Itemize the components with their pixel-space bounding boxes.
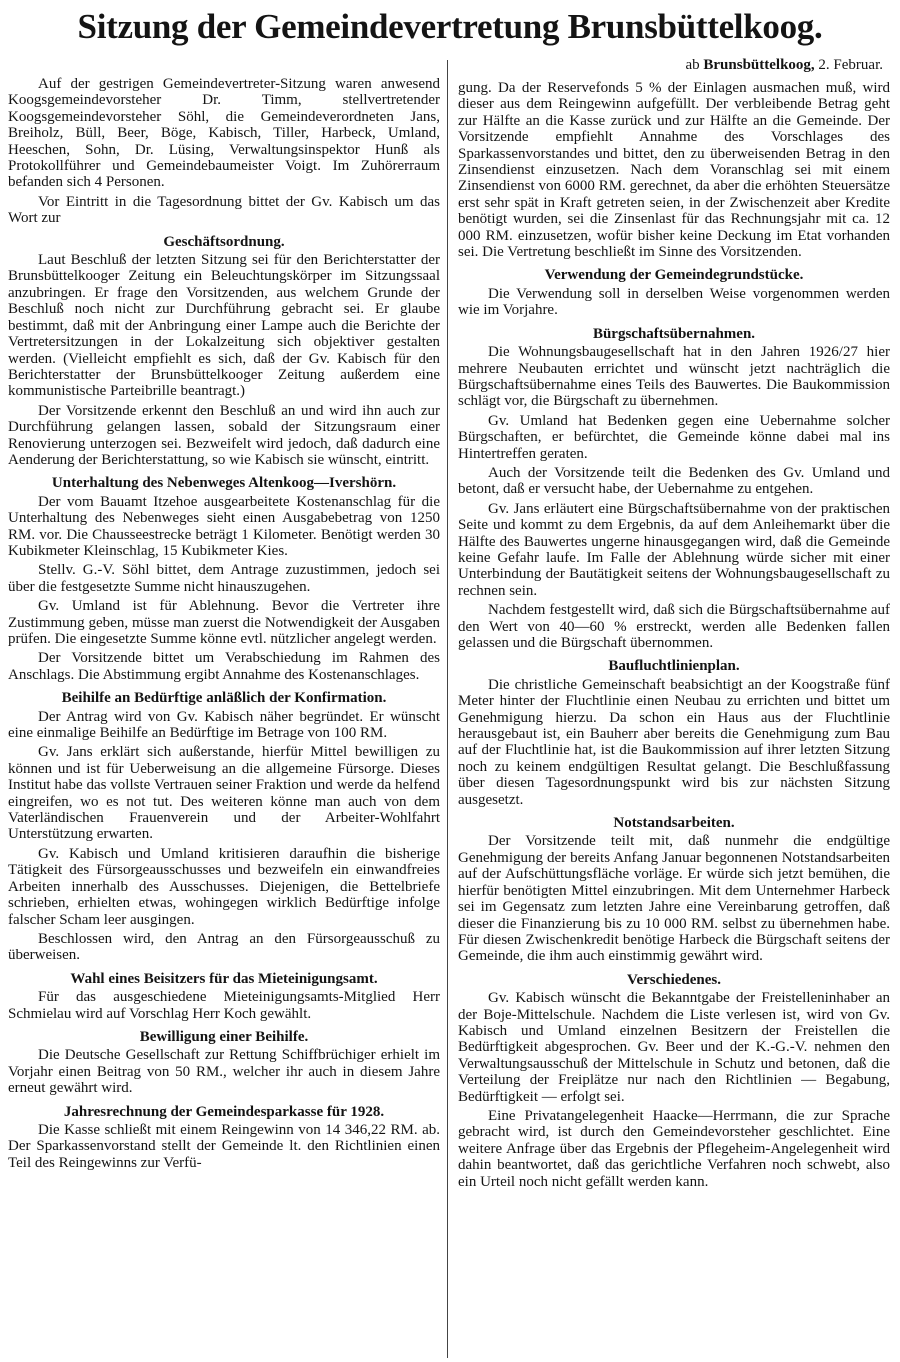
dateline-place: Brunsbüttelkoog, [703,57,815,73]
section-heading: Unterhaltung des Nebenweges Altenkoog—Ivershörn. [51,475,397,492]
paragraph: Beschlossen wird, den Antrag an den Fürsorgeausschuß zu überweisen. [8,930,440,964]
paragraph: Laut Beschluß der letzten Sitzung sei für den Berichterstatter der Brunsbüttelkooger Zeitung ein Beleuchtungskörper im Sitzungssaal anzubringen. Er frage den Vorsitzenden, aus welchem Grunde der Beschluß noch nicht zur Durchführung gebracht sei. Er glaube bestimmt, daß mit der Anbringung einer Lampe auch die Berichte der Vertretersitzungen in der Lokalzeitung sich objektiver gestalten werden. (Vielleicht empfiehlt es sich, daß der Gv. Kabisch für den Berichterstatter der Brunsbüttelkooger Zeitung außerdem eine kommunistische Parteibrille beantragt.) [8,252,440,400]
paragraph: Auf der gestrigen Gemeindevertreter-Sitzung waren anwesend Koogsgemeindevorsteher Dr. Timm, stellvertretender Koogsgemeindevorsteher Söhl, die Gemeindeverordneten Jans, Breiholz, Büll, Beer, Böge, Kabisch, Tiller, Harbeck, Umland, Heeschen, Sohn, Dr. Lüsing, Verwaltungsinspektor Hunß als Protokollführer und Gemeindebaumeister Voigt. Im Zuhörerraum befanden sich 4 Personen. [8,76,440,191]
paragraph: Die Kasse schließt mit einem Reingewinn von 14 346,22 RM. ab. Der Sparkassenvorstand stellt der Gemeinde lt. den Richtlinien einen Teil des Reingewinns zur Verfü- [8,1121,440,1171]
section-heading: Bewilligung einer Beihilfe. [139,1028,309,1045]
paragraph: Gv. Umland hat Bedenken gegen eine Uebernahme solcher Bürgschaften, er befürchtet, die Gemeinde könne dabei mal ins Hintertreffen geraten. [458,412,890,462]
paragraph: Die Verwendung soll in derselben Weise vorgenommen werden wie im Vorjahre. [458,285,890,319]
section-heading: Bürgschaftsübernahmen. [592,325,756,342]
paragraph: Der Vorsitzende teilt mit, daß nunmehr die endgültige Genehmigung der bereits Anfang Januar begonnenen Notstandsarbeiten auf der Aufschüttungsfläche vorläge. Er würde sich jetzt bemühen, die hierfür benötigten Mittel einzubringen. Mit dem Unternehmer Harbeck sei im Gegensatz zum letzten Jahre eine Vereinbarung getroffen, daß dieser die Finanzierung bis zu 10 000 RM. selbst zu übernehmen habe. Für diesen Zwischenkredit benötige Harbeck die Bürgschaft seitens der Gemeinde, die ihm auch einstimmig gewährt wird. [458,833,890,965]
section-heading: Beihilfe an Bedürftige anläßlich der Konfirmation. [61,690,387,707]
paragraph: Der Vorsitzende erkennt den Beschluß an und wird ihn auch zur Durchführung gelangen lassen, sobald der Sitzungsraum einer Renovierung unterzogen sei. Bezweifelt wird jedoch, daß dadurch eine Aenderung der Berichterstattung, so wie Kabisch sie wünscht, eintritt. [8,402,440,468]
paragraph: Gv. Umland ist für Ablehnung. Bevor die Vertreter ihre Zustimmung geben, müsse man zuerst die Notwendigkeit der Ausgaben prüfen. Die eingesetzte Summe könne evtl. nützlicher angelegt werden. [8,598,440,647]
paragraph: Der vom Bauamt Itzehoe ausgearbeitete Kostenanschlag für die Unterhaltung des Nebenweges sieht einen Ausgabebetrag von 1250 RM. vor. Die Chausseestrecke beträgt 1 Kilometer. Benötigt werden 30 Kubikmeter Kleinschlag, 15 Kubikmeter Kies. [8,493,440,559]
paragraph: Stellv. G.-V. Söhl bittet, dem Antrage zuzustimmen, jedoch sei über die festgesetzte Summe nicht hinauszugehen. [8,562,440,595]
section-heading: Geschäftsordnung. [163,233,285,250]
paragraph: Der Antrag wird von Gv. Kabisch näher begründet. Er wünscht eine einmalige Beihilfe an Bedürftige im Betrage von 100 RM. [8,708,440,742]
paragraph: Der Vorsitzende bittet um Verabschiedung im Rahmen des Anschlags. Die Abstimmung ergibt Annahme des Kostenanschlages. [8,650,440,683]
paragraph: Vor Eintritt in die Tagesordnung bittet der Gv. Kabisch um das Wort zur [8,193,440,227]
section-heading: Notstandsarbeiten. [613,815,735,832]
paragraph: Nachdem festgestellt wird, daß sich die Bürgschaftsübernahme auf den Wert von 40—60 % erstreckt, werden alle Bedenken fallen gelassen und die Bürgschaft übernommen. [458,602,890,651]
paragraph: gung. Da der Reservefonds 5 % der Einlagen ausmachen muß, wird dieser aus dem Reingewinn aufgefüllt. Der verbleibende Betrag geht zur Hälfte an die Kasse zurück und zur Hälfte an die Gemeinde. Der Vorsitzende empfiehlt Annahme des Vorschlages des Sparkassenvorstandes und bittet, den zu überweisenden Betrag in den Zinsendienst einzusetzen. Nach dem Voranschlag sei mit einem Zinsendienst von 6000 RM. gerechnet, da aber die erhöhten Steuersätze erst sehr spät in Kraft getreten seien, in der Zwischenzeit aber Kredite benötigt wurden, sei die Zinsenlast für das Rechnungsjahr mit ca. 12 000 RM. einzusetzen, wofür bisher keine Deckung im Etat vorhanden sei. Die Vertretung beschließt im Sinne des Vorsitzenden. [458,80,890,261]
paragraph: Gv. Jans erklärt sich außerstande, hierfür Mittel bewilligen zu können und ist für Ueberweisung an die allgemeine Fürsorge. Dieses Institut habe das vollste Vertrauen seiner Fraktion und werde da helfend eingreifen, wo es not tut. Des weiteren könne man auch von dem Vaterländischen Frauenverein und der Arbeiter-Wohlfahrt Unterstützung erwarten. [8,744,440,843]
left-column [8,76,440,1358]
section-heading: Jahresrechnung der Gemeindesparkasse für 1928. [63,1103,385,1120]
section-heading: Verwendung der Gemeindegrundstücke. [544,267,804,284]
section-heading: Verschiedenes. [626,971,722,988]
paragraph: Gv. Kabisch wünscht die Bekanntgabe der Freistelleninhaber an der Boje-Mittelschule. Nachdem die Liste verlesen ist, wird von Gv. Kabisch und Umland einzelnen Besitzern der Freistellen die Bedürftigkeit abgesprochen. Gv. Beer und der K.-G.-V. nehmen den Verwaltungsausschuß der Mittelschule in Schutz und betonen, daß die Verteilung der Freiplätze nur nach den Richtlinien — Begabung, Bedürftigkeit — erfolgt sei. [458,990,890,1105]
paragraph: Für das ausgeschiedene Mieteinigungsamts-Mitglied Herr Schmielau wird auf Vorschlag Herr Koch gewählt. [8,989,440,1022]
paragraph: Die Wohnungsbaugesellschaft hat in den Jahren 1926/27 hier mehrere Neubauten errichtet und wünscht jetzt nachträglich die Bürgschaftsübernahme eines Teils des Bauwertes. Die Baukommission schlägt vor, die Bürgschaft zu übernehmen. [458,344,890,410]
paragraph: Die christliche Gemeinschaft beabsichtigt an der Koogstraße fünf Meter hinter der Fluchtlinie einen Neubau zu errichten und bittet um Genehmigung hierzu. Da schon ein Haus aus der Fluchtlinie herausgebaut ist, ein Bauherr aber bereits die Genehmigung zum Bau auf der Fluchtlinie hat, ist die Baukommission auf ihrer letzten Sitzung noch zu keinem endgültigen Resultat gelangt. Die Beschlußfassung über diesen Tagesordnungspunkt wird bis zur nächsten Sitzung ausgesetzt. [458,676,890,808]
paragraph: Eine Privatangelegenheit Haacke—Herrmann, die zur Sprache gebracht wird, ist durch den Gemeindevorsteher geschlichtet. Eine weitere Anfrage über das Ergebnis der Pflegeheim-Angelegenheit wird dahin beantwortet, daß das gerichtliche Verfahren noch schwebt, also ein Urteil noch nicht gefällt werden kann. [458,1107,890,1190]
paragraph: Gv. Kabisch und Umland kritisieren daraufhin die bisherige Tätigkeit des Fürsorgeausschusses und bezweifeln ein einwandfreies Arbeiten innerhalb des Ausschusses. Diejenigen, die Bettelbriefe schrieben, erhielten etwas, wohingegen wirklich Bedürftige infolge falscher Scham leer ausgingen. [8,845,440,928]
paragraph: Auch der Vorsitzende teilt die Bedenken des Gv. Umland und betont, daß er versucht habe, der Uebernahme zu entgehen. [458,464,890,498]
dateline [458,56,883,74]
right-column [458,80,890,1362]
dateline-date: 2. Februar. [818,57,883,73]
paragraph: Gv. Jans erläutert eine Bürgschaftsübernahme von der praktischen Seite und kommt zu dem Ergebnis, da auf dem Anleihemarkt über die Hälfte des Bauwertes ungerne hinausgegangen wird, daß die Gemeinde keine Gefahr laufe. Im Falle der Ablehnung würde sicher mit einer Unterbindung der Bautätigkeit seitens der Wohnungsbaugesellschaft zu rechnen sein. [458,500,890,599]
paragraph: Die Deutsche Gesellschaft zur Rettung Schiffbrüchiger erhielt im Vorjahr einen Beitrag von 50 RM., welcher ihr auch in diesem Jahre erneut gewährt wird. [8,1047,440,1097]
article-title: Sitzung der Gemeindevertretung Brunsbüttelkoog. [77,7,823,46]
section-heading: Wahl eines Beisitzers für das Mieteinigungsamt. [70,970,378,987]
section-heading: Baufluchtlinienplan. [608,658,740,675]
column-divider [447,60,448,1358]
dateline-prefix: ab [685,57,700,73]
